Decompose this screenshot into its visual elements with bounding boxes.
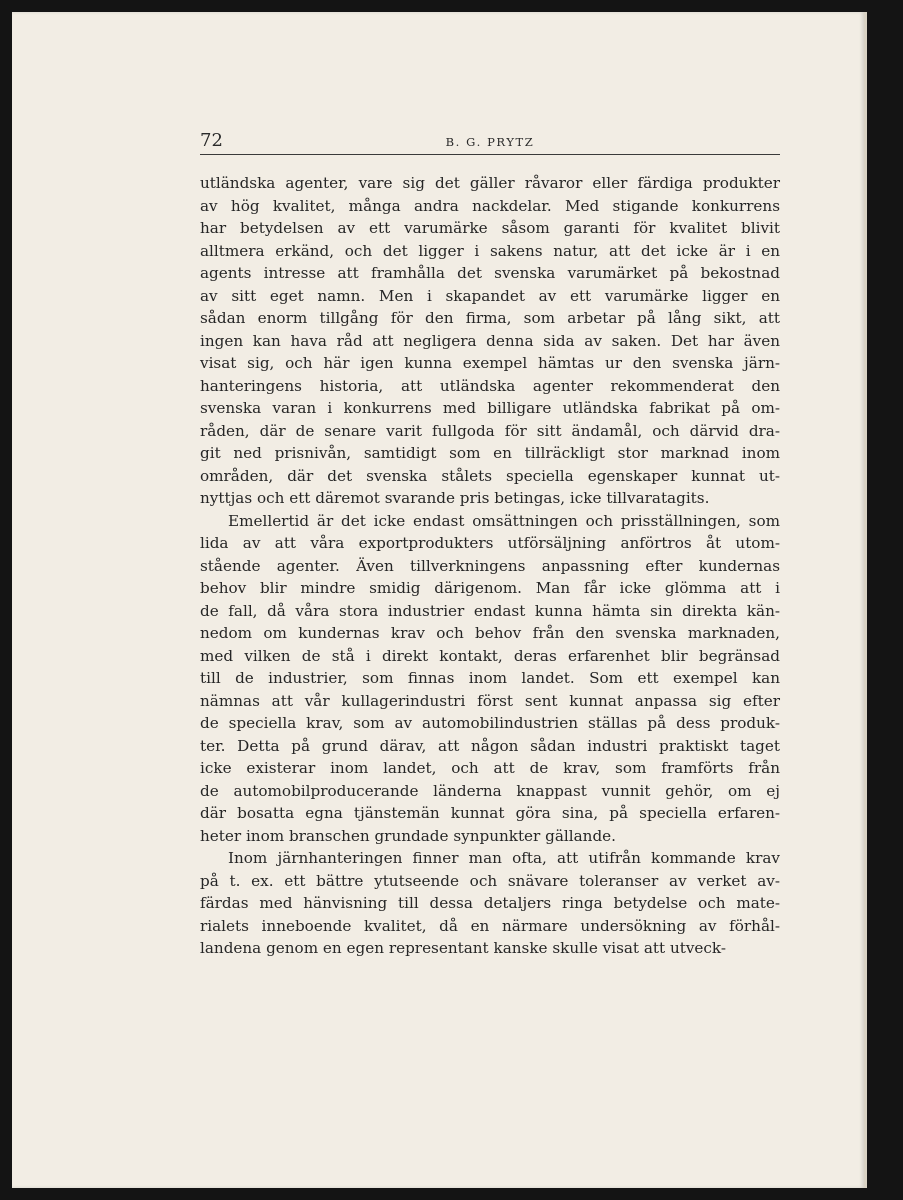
paragraph	[200, 510, 780, 848]
text-line: stående agenter. Även tillverkningens anpassning efter kundernas	[200, 556, 780, 575]
text-line: ter. Detta på grund därav, att någon sådan industri praktiskt taget	[200, 736, 780, 755]
running-head: B. G. PRYTZ	[445, 135, 535, 149]
text-line: områden, där det svenska stålets speciella egenskaper kunnat ut-	[200, 466, 780, 485]
text-line: heter inom branschen grundade synpunkter gällande.	[200, 826, 617, 845]
text-line: de speciella krav, som av automobilindustrien ställas på dess produk-	[200, 714, 780, 732]
text-line: där bosatta egna tjänstemän kunnat göra sina, på speciella erfaren-	[200, 804, 780, 822]
text-line: sådan enorm tillgång för den firma, som arbetar på lång sikt, att	[200, 309, 780, 327]
paragraph	[200, 847, 780, 960]
paragraph	[200, 172, 780, 510]
text-line: git ned prisnivån, samtidigt som en tillräckligt stor marknad inom	[200, 444, 780, 462]
text-line: de fall, då våra stora industrier endast kunna hämta sin direkta kän-	[200, 601, 780, 620]
text-line: Inom järnhanteringen finner man ofta, att utifrån kommande krav	[228, 849, 780, 867]
text-line: alltmera erkänd, och det ligger i sakens natur, att det icke är i en	[200, 241, 780, 260]
text-line: av hög kvalitet, många andra nackdelar. Med stigande konkurrens	[200, 196, 780, 215]
text-line: på t. ex. ett bättre ytutseende och snävare toleranser av verket av-	[200, 871, 780, 890]
text-line: ingen kan hava råd att negligera denna sida av saken. Det har även	[200, 331, 780, 350]
text-line: nedom om kundernas krav och behov från den svenska marknaden,	[200, 624, 780, 642]
text-line: landena genom en egen representant kanske skulle visat att utveck-	[200, 939, 726, 957]
text-line: visat sig, och här igen kunna exempel hämtas ur den svenska järn-	[200, 354, 780, 372]
text-line: lida av att våra exportprodukters utförsäljning anförtros åt utom-	[200, 534, 780, 552]
text-line: svenska varan i konkurrens med billigare utländska fabrikat på om-	[200, 399, 780, 417]
text-line: nämnas att vår kullagerindustri först sent kunnat anpassa sig efter	[200, 691, 780, 710]
text-line: med vilken de stå i direkt kontakt, deras erfarenhet blir begränsad	[200, 646, 780, 665]
text-line: till de industrier, som finnas inom landet. Som ett exempel kan	[200, 669, 780, 687]
text-line: icke existerar inom landet, och att de krav, som framförts från	[200, 759, 780, 777]
paper-edge	[864, 12, 867, 1188]
page-header	[200, 128, 780, 155]
text-line: hanteringens historia, att utländska agenter rekommenderat den	[200, 376, 780, 395]
text-line: agents intresse att framhålla det svenska varumärket på bekostnad	[200, 264, 780, 282]
body-text	[200, 172, 780, 960]
text-line: färdas med hänvisning till dessa detaljers ringa betydelse och mate-	[200, 894, 780, 912]
text-line: råden, där de senare varit fullgoda för sitt ändamål, och därvid dra-	[200, 421, 780, 440]
text-line: behov blir mindre smidig därigenom. Man får icke glömma att i	[200, 579, 780, 597]
text-line: rialets inneboende kvalitet, då en närmare undersökning av förhål-	[200, 916, 780, 935]
text-line: har betydelsen av ett varumärke såsom garanti för kvalitet blivit	[200, 219, 780, 237]
text-line: de automobilproducerande länderna knappast vunnit gehör, om ej	[200, 781, 780, 800]
text-line: av sitt eget namn. Men i skapandet av ett varumärke ligger en	[200, 286, 780, 305]
text-line: nyttjas och ett däremot svarande pris betingas, icke tillvaratagits.	[200, 489, 710, 507]
text-line: Emellertid är det icke endast omsättningen och prisställningen, som	[228, 511, 780, 530]
page-number: 72	[200, 130, 223, 151]
text-line: utländska agenter, vare sig det gäller råvaror eller färdiga produkter	[200, 174, 780, 192]
